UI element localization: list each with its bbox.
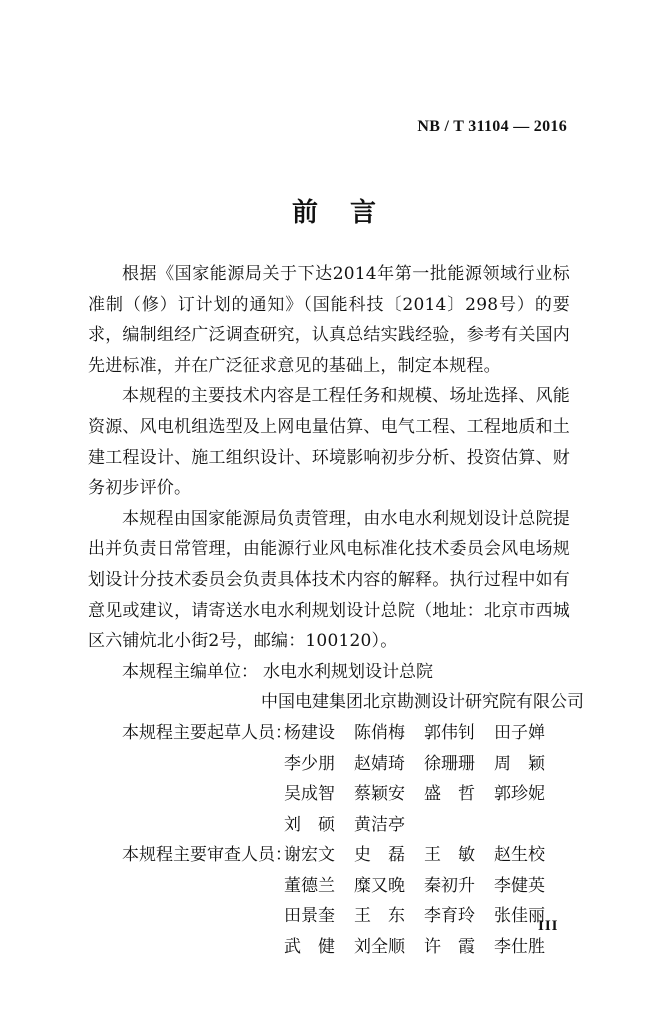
- person-name: 田子婵: [494, 722, 545, 743]
- chief-editors: [88, 657, 584, 718]
- person-name: 吴成智: [284, 784, 335, 805]
- paragraph: 根据《国家能源局关于下达2014年第一批能源领域行业标准制（修）订计划的通知》（国能科技〔2014〕298号）的要求，编制组经广泛调查研究，认真总结实践经验，参考有关国内先进标准，并在广泛征求意见的基础上，制定本规程。: [88, 264, 570, 376]
- person-name: 赵婧琦: [354, 753, 405, 774]
- person-name: 李少朋: [284, 753, 335, 774]
- person-name: 盛 哲: [424, 784, 475, 805]
- person-name: 杨建设: [284, 722, 335, 743]
- page-title: 前言: [291, 198, 408, 228]
- person-name: 徐珊珊: [424, 753, 475, 774]
- person-name: 王 东: [354, 906, 405, 927]
- person-name: 郭伟钊: [424, 722, 475, 743]
- person-name: 蔡颖安: [354, 784, 405, 805]
- person-name: 许 霞: [424, 937, 475, 958]
- person-name: 郭珍妮: [494, 784, 545, 805]
- chief-editor-org: 中国电建集团北京勘测设计研究院有限公司: [261, 692, 584, 713]
- person-name: 张佳丽: [494, 906, 545, 927]
- person-name: 谢宏文: [284, 845, 335, 866]
- drafters-label: 本规程主要起草人员：: [122, 722, 292, 743]
- reviewers: [88, 840, 570, 962]
- person-name: 李育玲: [424, 906, 475, 927]
- person-name: 史 磊: [354, 845, 405, 866]
- paragraph: 本规程的主要技术内容是工程任务和规模、场址选择、风能资源、风电机组选型及上网电量估算、电气工程、工程地质和土建工程设计、施工组织设计、环境影响初步分析、投资估算、财务初步评价。: [88, 386, 570, 499]
- person-name: 刘全顺: [354, 937, 405, 958]
- chief-editor-org: 水电水利规划设计总院: [263, 661, 433, 682]
- person-name: 周 颖: [494, 753, 545, 774]
- chief-editors-label: 本规程主编单位：: [122, 661, 258, 682]
- person-name: 董德兰: [284, 875, 335, 896]
- foreword-body: [88, 259, 584, 963]
- standard-number: NB / T 31104 — 2016: [417, 118, 567, 135]
- page-number: III: [538, 918, 559, 934]
- reviewers-label: 本规程主要审查人员：: [122, 845, 292, 866]
- person-name: 陈俏梅: [354, 722, 405, 743]
- person-name: 李仕胜: [494, 937, 545, 958]
- person-name: 糜又晚: [354, 875, 405, 896]
- drafters: [88, 718, 570, 840]
- person-name: 王 敏: [424, 845, 475, 866]
- person-name: 武 健: [284, 937, 335, 958]
- person-name: 赵生校: [494, 845, 545, 866]
- paragraph: 本规程由国家能源局负责管理，由水电水利规划设计总院提出并负责日常管理，由能源行业风电标准化技术委员会风电场规划设计分技术委员会负责具体技术内容的解释。执行过程中如有意见或建议，请寄送水电水利规划设计总院（地址：北京市西城区六铺炕北小街2号，邮编：100120）。: [88, 508, 570, 652]
- person-name: 田景奎: [284, 906, 335, 927]
- person-name: 黄洁亭: [354, 814, 405, 835]
- person-name: 李健英: [494, 875, 545, 896]
- person-name: 刘 硕: [284, 814, 335, 835]
- person-name: 秦初升: [424, 875, 475, 896]
